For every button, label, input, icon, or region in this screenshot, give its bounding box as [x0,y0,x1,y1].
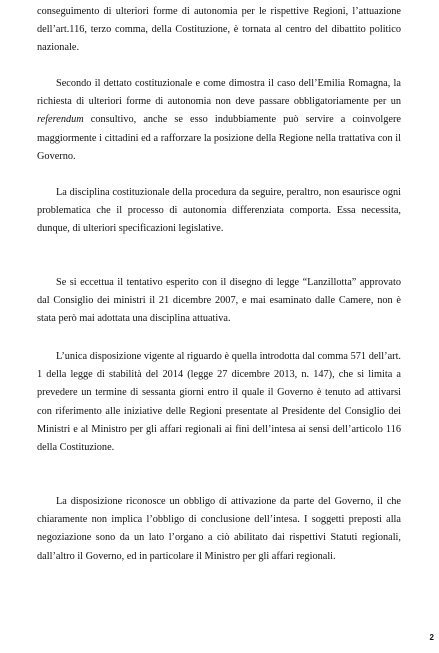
paragraph-referendum [37,75,401,166]
emphasized-word: referendum [37,114,84,126]
paragraph-lanzillotta: Se si eccettua il tentativo esperito con il disegno di legge “Lanzillotta” approvato dal Consiglio dei ministri il 21 dicembre 2007, e mai esaminato dalle Camere, non è stata però mai adottata una disciplina attuativa. [37,277,401,325]
paragraph-procedure: La disciplina costituzionale della procedura da seguire, peraltro, non esaurisce ogni problematica che il processo di autonomia differenziata comporta. Essa necessita, dunque, di ulteriori specificazioni legislative. [37,187,401,235]
document-page [37,0,401,653]
paragraph-comma-571: L’unica disposizione vigente al riguardo è quella introdotta dal comma 571 dell’art. 1 della legge di stabilità del 2014 (legge 27 dicembre 2013, n. 147), che si limita a prevedere un termine di sessanta giorni entro il quale il Governo è tenuto ad attivarsi con riferimento alle iniziative delle Regioni presentate al Presidente del Consiglio dei Ministri e al Ministro per gli affari regionali ai fini dell’intesa ai sensi dell’articolo 116 della Costituzione. [37,351,401,454]
page-number: 2 [429,633,434,642]
paragraph-text-after-emphasis: consultivo, anche se esso indubbiamente può servire a coinvolgere maggiormente i cittadini ed a rafforzare la posizione della Regione nella trattativa con il Governo. [37,114,401,162]
paragraph-continued: conseguimento di ulteriori forme di autonomia per le rispettive Regioni, l’attuazione dell’art.116, terzo comma, della Costituzione, è tornata al centro del dibattito politico nazionale. [37,6,401,54]
paragraph-text-before-emphasis: Secondo il dettato costituzionale e come dimostra il caso dell’Emilia Romagna, la richiesta di ulteriori forme di autonomia non deve passare obbligatoriamente per un [37,78,401,108]
paragraph-obligation: La disposizione riconosce un obbligo di attivazione da parte del Governo, il che chiaramente non implica l’obbligo di conclusione dell’intesa. I soggetti preposti alla negoziazione sono da un lato l’organo a ciò abilitato dai rispettivi Statuti regionali, dall’altro il Governo, ed in particolare il Ministro per gli affari regionali. [37,496,401,562]
